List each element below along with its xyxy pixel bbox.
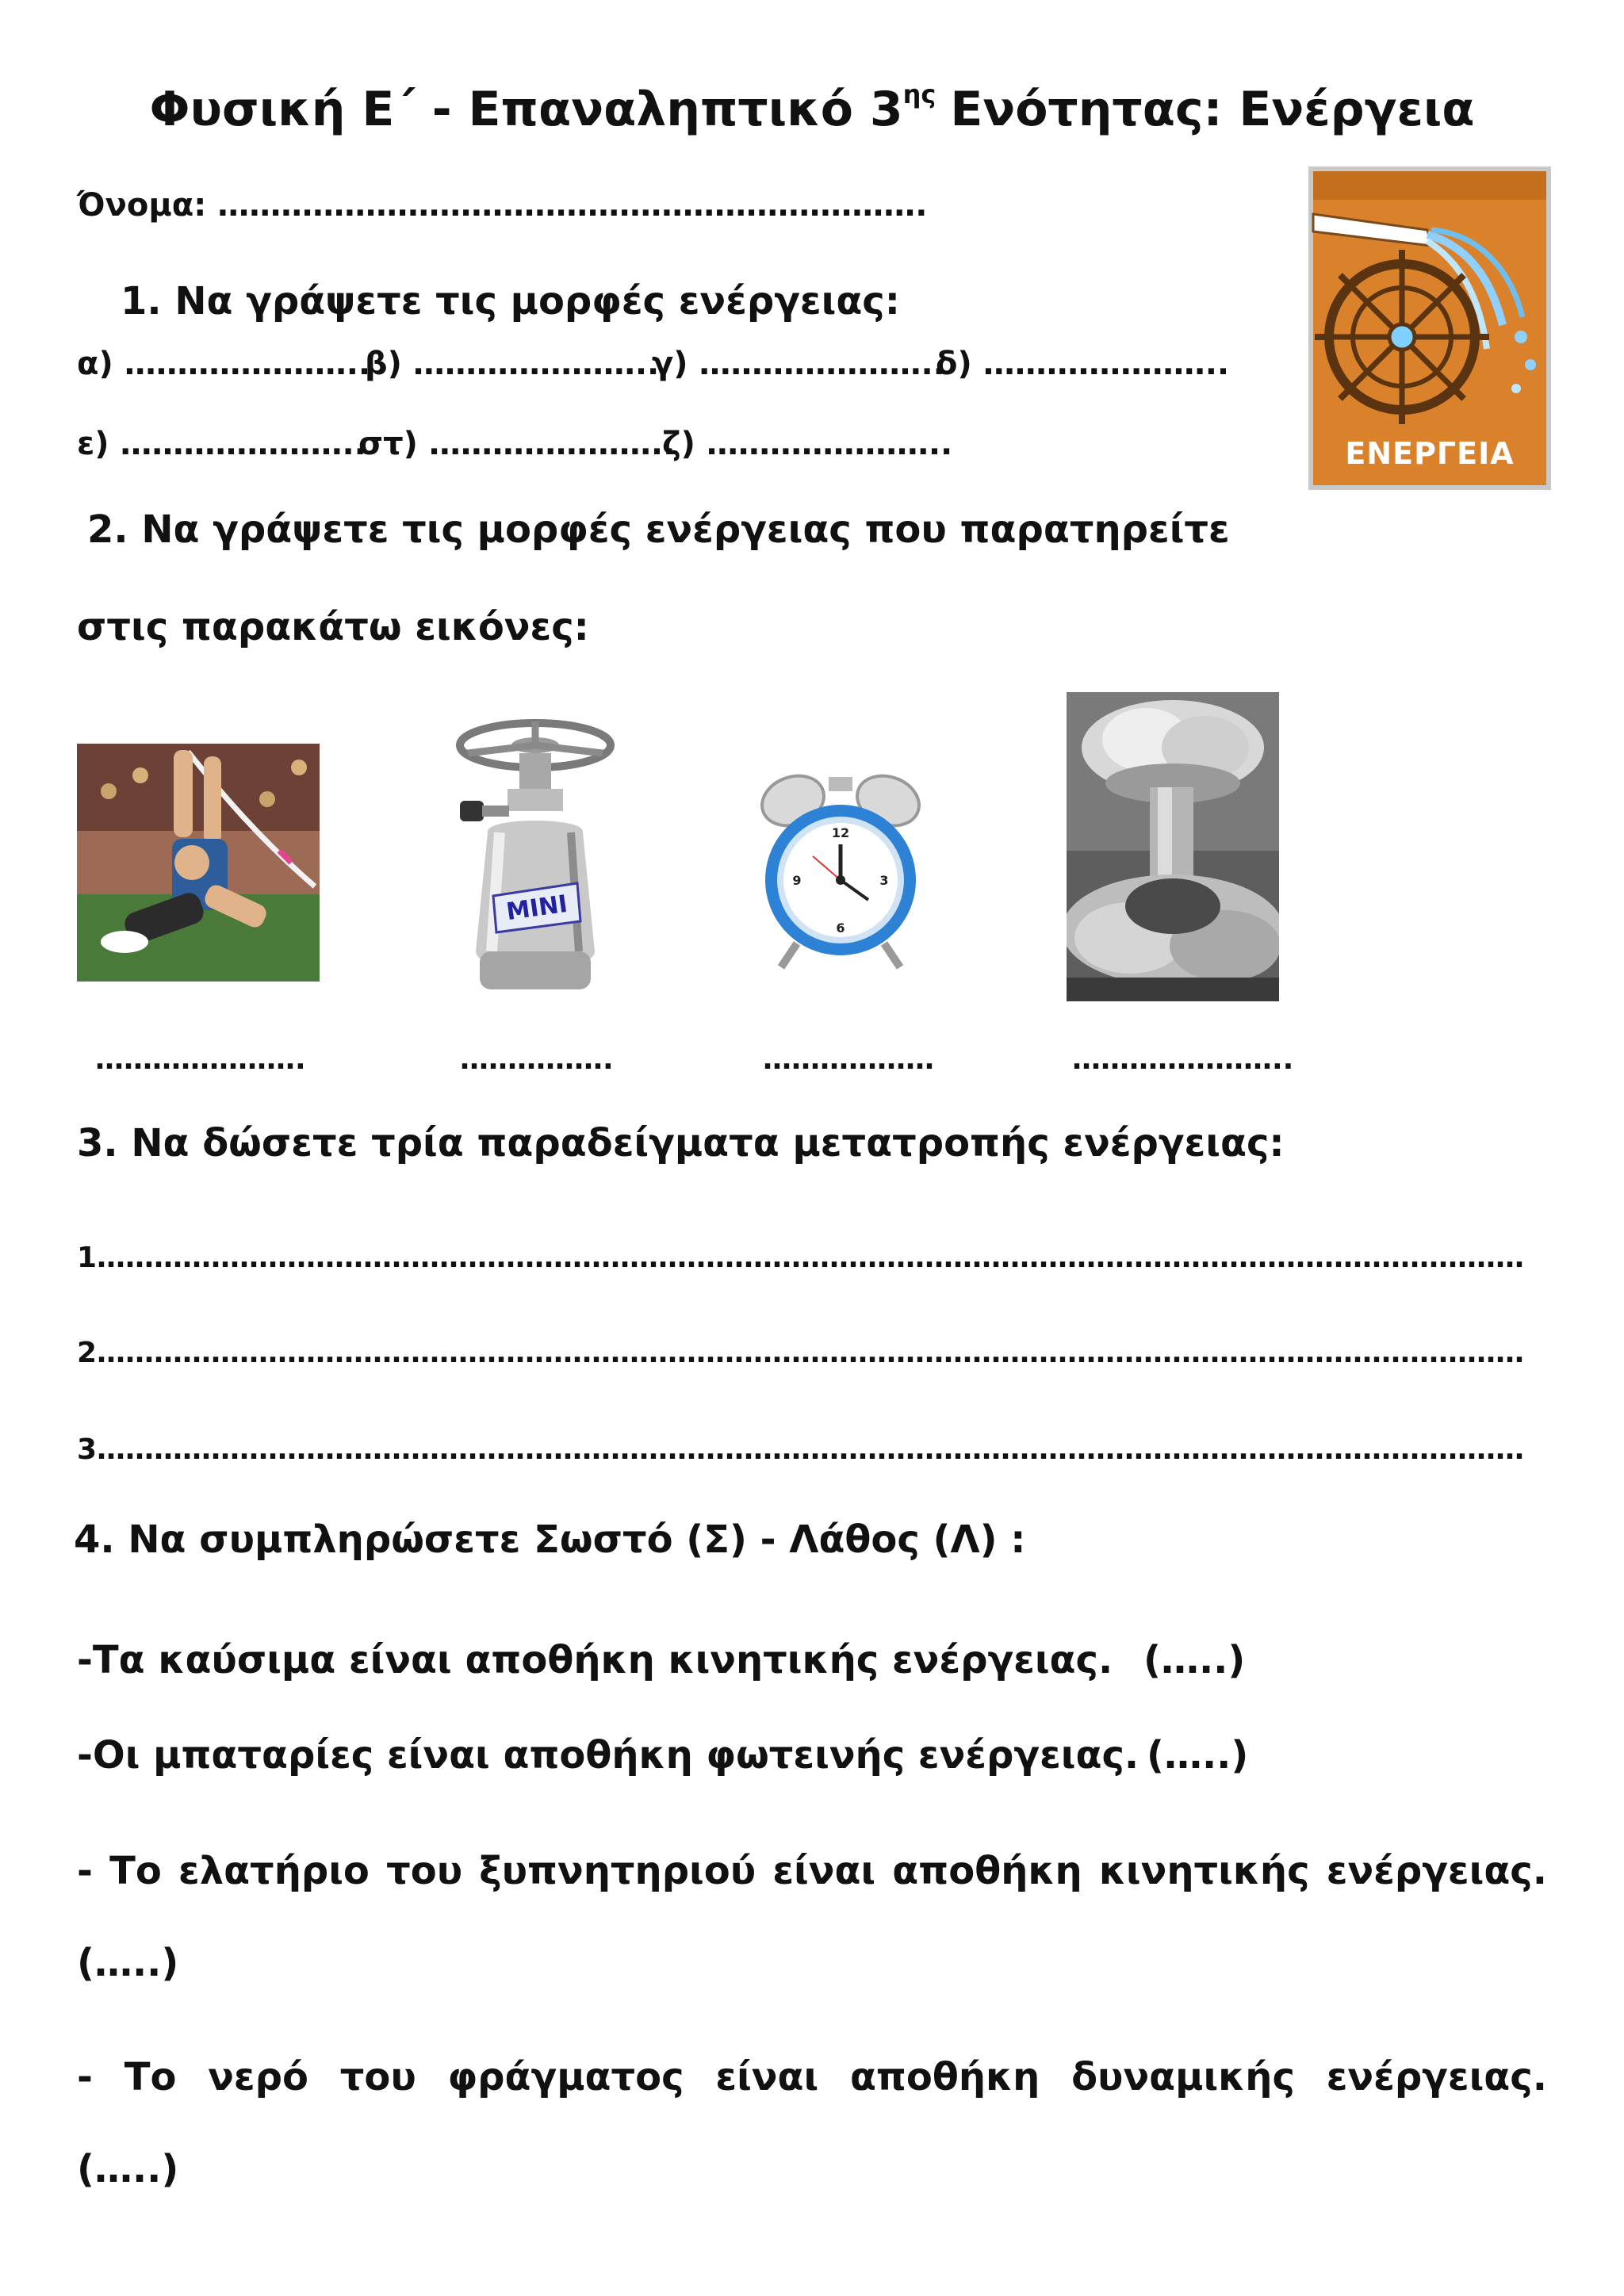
q4-statement-2-answer: (…..) xyxy=(1147,1733,1249,1777)
q2-heading-line1: 2. Να γράψετε τις μορφές ενέργειας που παρατηρείτε xyxy=(87,507,1230,552)
alarm-clock-photo xyxy=(749,769,932,975)
q4-s4-word: φράγματος xyxy=(447,2055,684,2099)
q4-statement-1 xyxy=(77,1638,1113,1682)
q4-s3-word: ξυπνητηριού xyxy=(479,1849,756,1893)
q1-heading: 1. Να γράψετε τις μορφές ενέργειας: xyxy=(121,279,900,323)
picture2-blank: ……………. xyxy=(460,1043,614,1076)
picture4-blank: ………………….. xyxy=(1072,1043,1294,1076)
svg-text:6: 6 xyxy=(836,920,845,936)
q4-statement-4 xyxy=(77,2055,1547,2099)
q4-s3-word: κινητικής xyxy=(1098,1849,1310,1893)
name-line: Όνομα: …………………………………………………………. xyxy=(77,187,928,224)
q4-s4-word: του xyxy=(339,2055,416,2099)
q1-blank-a: α) ………………….. xyxy=(77,346,371,382)
q3-line-2: 2…………………………………………………………………………………………………………………………………… xyxy=(77,1337,1525,1369)
q1-blank-d: δ) ………………….. xyxy=(936,346,1230,382)
svg-text:12: 12 xyxy=(831,825,850,840)
logo-label: ΕΝΕΡΓΕΙΑ xyxy=(1345,436,1515,471)
q4-s3-word: Το xyxy=(109,1849,162,1893)
q4-s3-word: - xyxy=(77,1849,93,1893)
svg-text:3: 3 xyxy=(879,873,889,888)
q4-s4-word: δυναμικής xyxy=(1071,2055,1295,2099)
q4-statement-2 xyxy=(77,1733,1139,1777)
title-rest: Ενότητας: Ενέργεια xyxy=(950,82,1475,137)
mushroom-cloud-photo xyxy=(1067,692,1279,1001)
q1-blank-st: στ) ………………….. xyxy=(358,426,676,462)
camping-gas-stove-photo xyxy=(444,714,626,999)
q1-blank-z: ζ) ………………….. xyxy=(662,426,953,462)
page-title xyxy=(0,79,1624,137)
q4-s4-word: ενέργειας. xyxy=(1326,2055,1547,2099)
q4-s3-word: ενέργειας. xyxy=(1326,1849,1547,1893)
q3-heading: 3. Να δώσετε τρία παραδείγματα μετατροπής ενέργειας: xyxy=(77,1121,1285,1165)
q4-s3-word: του xyxy=(386,1849,463,1893)
q4-s4-word: είναι xyxy=(715,2055,819,2099)
stove-label: MINI xyxy=(504,890,569,927)
q4-statement-4-answer: (…..) xyxy=(77,2147,179,2191)
title-main: Φυσική Ε΄ - Επαναληπτικό 3 xyxy=(149,82,903,137)
q4-s3-word: ελατήριο xyxy=(178,1849,370,1893)
q2-heading-line2: στις παρακάτω εικόνες: xyxy=(77,605,589,649)
q4-statement-2-text: -Οι μπαταρίες είναι αποθήκη φωτεινής ενέργειας. xyxy=(77,1733,1139,1777)
q4-statement-1-text: -Τα καύσιμα είναι αποθήκη κινητικής ενέργειας. xyxy=(77,1638,1113,1682)
q4-s4-word: νερό xyxy=(208,2055,308,2099)
q4-s3-word: είναι xyxy=(772,1849,876,1893)
svg-text:9: 9 xyxy=(792,873,802,888)
q4-s4-word: αποθήκη xyxy=(849,2055,1040,2099)
q4-s4-word: Το xyxy=(124,2055,177,2099)
title-superscript: ης xyxy=(902,79,936,109)
q4-statement-1-answer: (…..) xyxy=(1143,1638,1246,1682)
q4-heading: 4. Να συμπληρώσετε Σωστό (Σ) - Λάθος (Λ) : xyxy=(74,1517,1026,1562)
pole-vault-photo xyxy=(77,744,320,982)
picture3-blank: ……………… xyxy=(763,1043,934,1076)
q1-blank-c: γ) ………………….. xyxy=(652,346,945,382)
energy-logo xyxy=(1308,166,1551,490)
q4-statement-3-answer: (…..) xyxy=(77,1941,179,1985)
picture1-blank: …………………. xyxy=(95,1043,306,1076)
q3-line-3: 3…………………………………………………………………………………………………………………………………… xyxy=(77,1433,1525,1466)
q1-blank-b: β) ………………….. xyxy=(365,346,660,382)
q4-s4-word: - xyxy=(77,2055,93,2099)
q4-statement-3 xyxy=(77,1849,1547,1893)
q4-s3-word: αποθήκη xyxy=(892,1849,1082,1893)
q1-blank-e: ε) ………………….. xyxy=(77,426,366,462)
q3-line-1: 1…………………………………………………………………………………………………………………………………… xyxy=(77,1242,1525,1274)
